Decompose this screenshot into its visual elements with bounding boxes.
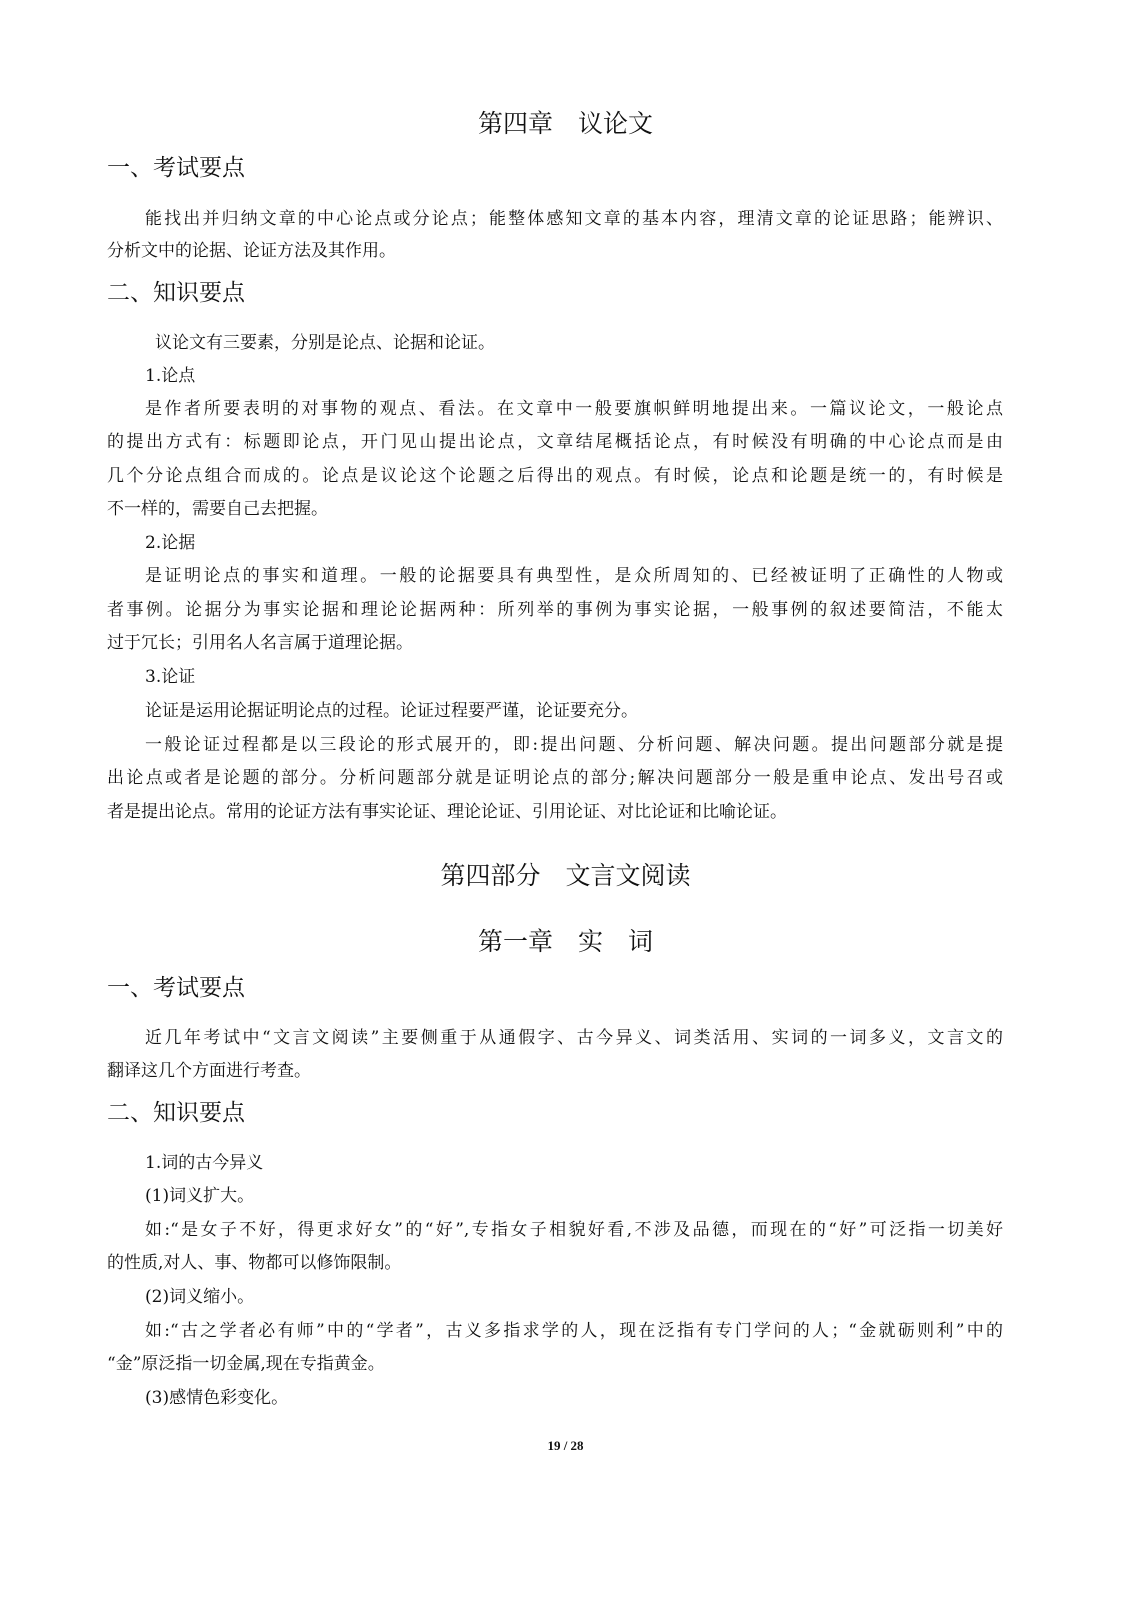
item-label: 1.词的古今异义 [145,1153,264,1173]
chapter-title: 第四章 议论文 [477,109,653,138]
paragraph-line: 翻译这几个方面进行考查。 [107,1061,311,1081]
paragraph-line: 不一样的，需要自己去把握。 [107,499,328,519]
paragraph-line: 是作者所要表明的对事物的观点、看法。在文章中一般要旗帜鲜明地提出来。一篇议论文，一般论点 [145,399,1003,419]
section-heading: 一、考试要点 [107,975,245,1001]
section-heading: 一、考试要点 [107,155,245,181]
chapter-title: 第一章 实 词 [477,927,653,956]
page-number: 19 / 28 [547,1438,584,1453]
section-heading: 二、知识要点 [107,1100,245,1126]
paragraph-line: “金”原泛指一切金属,现在专指黄金。 [107,1354,385,1374]
paragraph-line: 的提出方式有：标题即论点，开门见山提出论点，文章结尾概括论点，有时候没有明确的中心论点而是由 [107,432,1003,452]
paragraph-line: 议论文有三要素，分别是论点、论据和论证。 [155,333,495,353]
paragraph-line: 近几年考试中“文言文阅读”主要侧重于从通假字、古今异义、词类活用、实词的一词多义，文言文的 [145,1028,1003,1048]
paragraph-line: 如:“古之学者必有师”中的“学者”，古义多指求学的人，现在泛指有专门学问的人；“金就砺则利”中的 [145,1321,1003,1341]
item-label: 1.论点 [145,366,196,386]
paragraph-line: 论证是运用论据证明论点的过程。论证过程要严谨，论证要充分。 [145,701,638,721]
paragraph-line: 分析文中的论据、论证方法及其作用。 [107,241,396,261]
section-heading: 二、知识要点 [107,280,245,306]
paragraph-line: 过于冗长；引用名人名言属于道理论据。 [107,633,413,653]
paragraph-line: 的性质,对人、事、物都可以修饰限制。 [107,1253,402,1273]
sub-item-label: (1)词义扩大。 [145,1186,255,1206]
paragraph-line: 是证明论点的事实和道理。一般的论据要具有典型性，是众所周知的、已经被证明了正确性的人物或 [145,566,1003,586]
paragraph-line: 一般论证过程都是以三段论的形式展开的，即:提出问题、分析问题、解决问题。提出问题部分就是提 [145,735,1003,755]
part-title: 第四部分 文言文阅读 [440,861,691,890]
paragraph-line: 几个分论点组合而成的。论点是议论这个论题之后得出的观点。有时候，论点和论题是统一的，有时候是 [107,466,1003,486]
paragraph-line: 出论点或者是论题的部分。分析问题部分就是证明论点的部分;解决问题部分一般是重申论点、发出号召或 [107,768,1003,788]
sub-item-label: (3)感情色彩变化。 [145,1388,289,1408]
paragraph-line: 者是提出论点。常用的论证方法有事实论证、理论论证、引用论证、对比论证和比喻论证。 [107,802,787,822]
item-label: 2.论据 [145,533,196,553]
paragraph-line: 能找出并归纳文章的中心论点或分论点；能整体感知文章的基本内容，理清文章的论证思路；能辨识、 [145,209,1003,229]
paragraph-line: 如:“是女子不好，得更求好女”的“好”,专指女子相貌好看,不涉及品德，而现在的“好”可泛指一切美好 [145,1220,1003,1240]
sub-item-label: (2)词义缩小。 [145,1287,255,1307]
paragraph-line: 者事例。论据分为事实论据和理论论据两种：所列举的事例为事实论据，一般事例的叙述要简洁，不能太 [107,600,1003,620]
item-label: 3.论证 [145,667,196,687]
